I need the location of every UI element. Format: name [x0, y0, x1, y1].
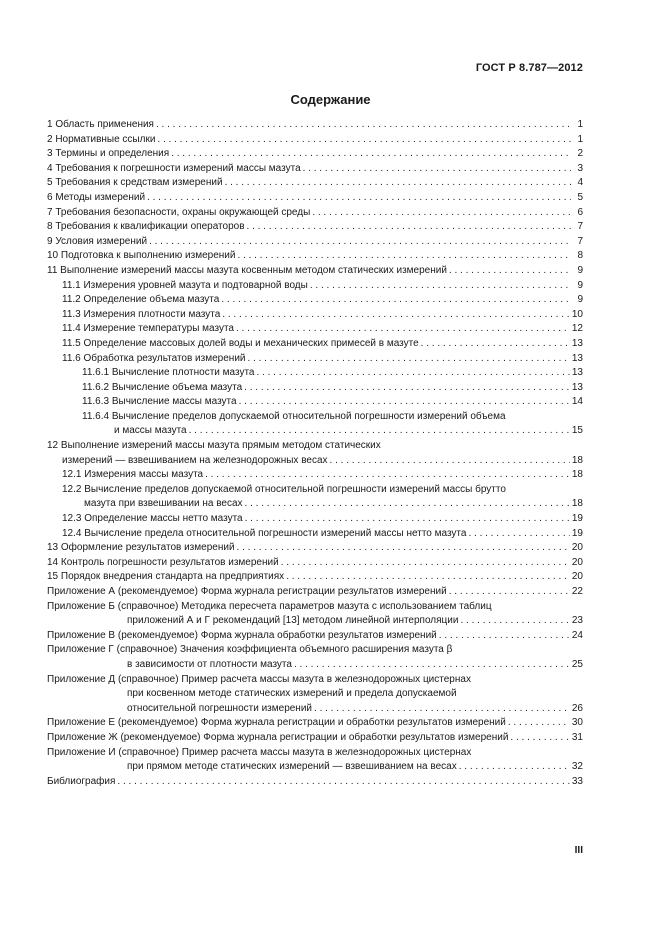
toc-page: 20: [571, 542, 583, 554]
page-number: III: [574, 845, 583, 856]
toc-page: 18: [571, 498, 583, 510]
toc-page: 1: [577, 133, 583, 145]
toc-page: 15: [571, 425, 583, 437]
toc-entry-section-2[interactable]: 2 Нормативные ссылки . . . 1: [47, 133, 583, 148]
toc-entry-section-11[interactable]: 11 Выполнение измерений массы мазута косвенным методом статических измерений . . . 9: [47, 264, 583, 279]
toc-page: 4: [577, 177, 583, 189]
toc-entry-section-6[interactable]: 6 Методы измерений . . . 5: [47, 191, 583, 206]
table-of-contents: [47, 118, 583, 789]
toc-page: 1: [577, 119, 583, 130]
toc-page: 5: [577, 191, 583, 203]
toc-entry-bibliography[interactable]: Библиография . . . 33: [47, 775, 583, 790]
page-title: Содержание: [290, 92, 371, 107]
toc-entry-section-7[interactable]: 7 Требования безопасности, охраны окружающей среды . . . 6: [47, 206, 583, 221]
toc-entry-section-11-6-3[interactable]: 11.6.3 Вычисление массы мазута . . . 14: [47, 395, 583, 410]
toc-page: 32: [571, 761, 583, 773]
toc-page: 33: [571, 775, 583, 787]
toc-page: 26: [571, 702, 583, 714]
toc-page: 8: [577, 250, 583, 262]
toc-entry-section-11-1[interactable]: 11.1 Измерения уровней мазута и подтоварной воды . . . 9: [47, 279, 583, 294]
toc-page: 20: [571, 571, 583, 583]
toc-page: 22: [571, 586, 583, 597]
toc-entry-section-12-3[interactable]: 12.3 Определение массы нетто мазута . . . 19: [47, 512, 583, 527]
toc-entry-section-9[interactable]: 9 Условия измерений . . . 7: [47, 235, 583, 250]
toc-page: 7: [577, 235, 583, 247]
toc-page: 14: [571, 396, 583, 408]
toc-entry-appendix-e[interactable]: Приложение Е (рекомендуемое) Форма журнала регистрации и обработки результатов измерений . . . 30: [47, 716, 583, 731]
toc-entry-section-11-6-1[interactable]: 11.6.1 Вычисление плотности мазута . . . 13: [47, 366, 583, 381]
toc-page: 10: [571, 308, 583, 320]
toc-entry-appendix-b[interactable]: Приложение Б (справочное) Методика пересчета параметров мазута с использованием таблиц приложений А и Г рекомендаций [13] методом линейной интерполяции . . . 23: [47, 600, 583, 629]
toc-entry-section-11-5[interactable]: 11.5 Определение массовых долей воды и механических примесей в мазуте . . . 13: [47, 337, 583, 352]
toc-entry-appendix-g[interactable]: Приложение Г (справочное) Значения коэффициента объемного расширения мазута β в зависимости от плотности мазута . . . 25: [47, 643, 583, 672]
toc-page: 20: [571, 556, 583, 568]
toc-page: 9: [577, 279, 583, 291]
toc-page: 6: [577, 206, 583, 218]
toc-page: 30: [571, 717, 583, 729]
toc-entry-section-11-6-2[interactable]: 11.6.2 Вычисление объема мазута . . . 13: [47, 381, 583, 396]
toc-entry-section-12-1[interactable]: 12.1 Измерения массы мазута . . . 18: [47, 468, 583, 483]
toc-entry-section-5[interactable]: 5 Требования к средствам измерений . . . 4: [47, 176, 583, 191]
toc-page: 19: [571, 527, 583, 539]
toc-entry-section-14[interactable]: 14 Контроль погрешности результатов измерений . . . 20: [47, 556, 583, 571]
toc-page: 18: [571, 454, 583, 466]
toc-page: 13: [571, 381, 583, 393]
toc-entry-section-11-6-4[interactable]: 11.6.4 Вычисление пределов допускаемой относительной погрешности измерений объема и массы мазута . . . 15: [47, 410, 583, 439]
toc-entry-appendix-i[interactable]: Приложение И (справочное) Пример расчета массы мазута в железнодорожных цистернах при прямом методе статических измерений — взвешиванием на весах . . . 32: [47, 746, 583, 775]
toc-page: 25: [571, 658, 583, 670]
toc-entry-section-1[interactable]: 1 Область применения . . . 1: [47, 118, 583, 133]
toc-entry-section-15[interactable]: 15 Порядок внедрения стандарта на предприятиях . . . 20: [47, 570, 583, 585]
document-code: ГОСТ Р 8.787—2012: [475, 62, 583, 74]
toc-page: 2: [577, 148, 583, 160]
toc-page: 12: [571, 323, 583, 335]
toc-page: 9: [577, 264, 583, 276]
toc-entry-appendix-d[interactable]: Приложение Д (справочное) Пример расчета массы мазута в железнодорожных цистернах при косвенном методе статических измерений и предела допускаемой относительной погрешности измерений . . . 26: [47, 673, 583, 717]
toc-page: 19: [571, 513, 583, 525]
toc-page: 13: [571, 337, 583, 349]
toc-entry-section-4[interactable]: 4 Требования к погрешности измерений массы мазута . . . 3: [47, 162, 583, 177]
toc-entry-appendix-a[interactable]: Приложение А (рекомендуемое) Форма журнала регистрации результатов измерений . . . 22: [47, 585, 583, 600]
toc-entry-section-8[interactable]: 8 Требования к квалификации операторов . . . 7: [47, 220, 583, 235]
toc-entry-section-12[interactable]: 12 Выполнение измерений массы мазута прямым методом статических измерений — взвешиванием на железнодорожных весах . . . 18: [47, 439, 583, 468]
toc-page: 31: [571, 731, 583, 743]
toc-page: 23: [571, 615, 583, 627]
toc-page: 13: [571, 352, 583, 364]
toc-entry-appendix-v[interactable]: Приложение В (рекомендуемое) Форма журнала обработки результатов измерений . . . 24: [47, 629, 583, 644]
toc-page: 9: [577, 294, 583, 306]
toc-entry-section-3[interactable]: 3 Термины и определения . . . 2: [47, 147, 583, 162]
toc-page: 18: [571, 469, 583, 481]
toc-page: 13: [571, 367, 583, 379]
toc-page: 3: [577, 162, 583, 174]
toc-entry-section-12-2[interactable]: 12.2 Вычисление пределов допускаемой относительной погрешности измерений массы брутто мазута при взвешивании на весах . . . 18: [47, 483, 583, 512]
toc-entry-section-11-4[interactable]: 11.4 Измерение температуры мазута . . . 12: [47, 322, 583, 337]
toc-entry-appendix-zh[interactable]: Приложение Ж (рекомендуемое) Форма журнала регистрации и обработки результатов измерений . . . 31: [47, 731, 583, 746]
toc-entry-section-10[interactable]: 10 Подготовка к выполнению измерений . . . 8: [47, 249, 583, 264]
toc-entry-section-11-2[interactable]: 11.2 Определение объема мазута . . . 9: [47, 293, 583, 308]
toc-page: 7: [577, 221, 583, 233]
toc-entry-section-11-3[interactable]: 11.3 Измерения плотности мазута . . . 10: [47, 308, 583, 323]
toc-page: 24: [571, 629, 583, 641]
toc-entry-section-11-6[interactable]: 11.6 Обработка результатов измерений . . . 13: [47, 352, 583, 367]
toc-entry-section-13[interactable]: 13 Оформление результатов измерений . . . 20: [47, 541, 583, 556]
toc-entry-section-12-4[interactable]: 12.4 Вычисление предела относительной погрешности измерений массы нетто мазута . . . 19: [47, 527, 583, 542]
